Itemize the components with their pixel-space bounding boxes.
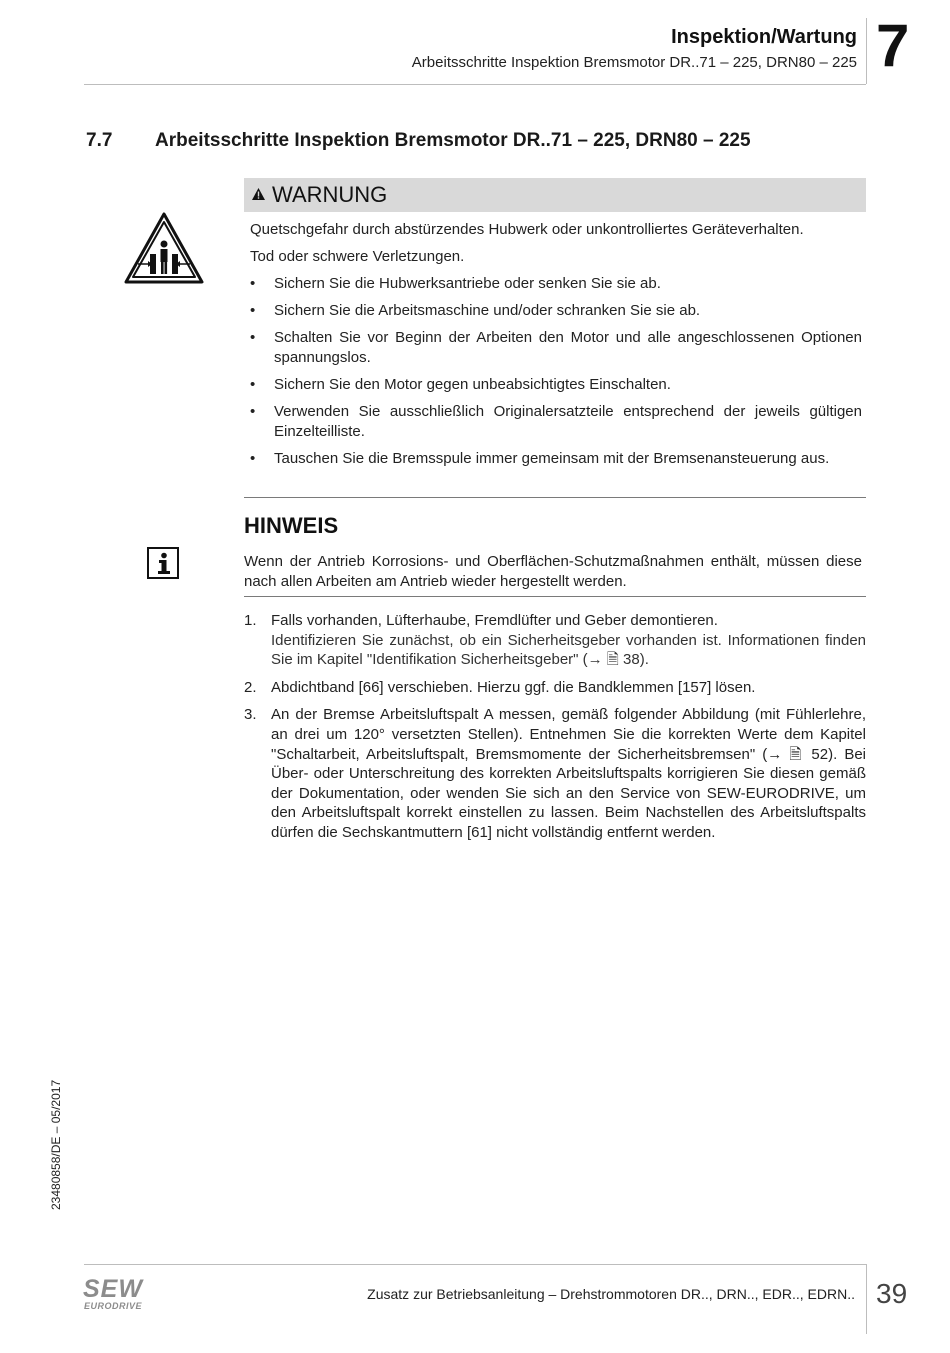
section-number: 7.7: [86, 130, 113, 151]
bullet-marker: •: [250, 403, 256, 420]
step-item: [244, 678, 866, 698]
warning-bottom-divider: [244, 497, 866, 498]
warning-title: WARNUNG: [272, 182, 388, 207]
info-icon: [147, 547, 179, 579]
bullet-marker: •: [250, 302, 256, 319]
warning-hazard-text: Quetschgefahr durch abstürzendes Hubwerk oder unkontrolliertes Geräteverhalten.: [250, 221, 804, 238]
list-item: • Sichern Sie den Motor gegen unbeabsichtigtes Einschalten.: [250, 376, 671, 393]
warning-measures-list: [250, 274, 862, 469]
warning-triangle-icon: [252, 188, 265, 200]
warning-header: [244, 178, 866, 212]
step-number: 1.: [244, 612, 257, 629]
bullet-marker: •: [250, 450, 256, 467]
note-title: HINWEIS: [244, 513, 339, 538]
crush-hazard-icon: [124, 212, 204, 284]
step-text: An der Bremse Arbeitsluftspalt A messen, gemäß folgender Abbildung (mit Fühlerlehre, an drei um 120° versetzten Stellen). Entnehmen Sie die korrekten Werte dem Kapitel "Schaltarbeit, Arbeitsluftspalt, Bremsmomente der Sicherheitsbremsen" (→ 🗎 52). Bei Über- oder Unterschreitung des korrekten Arbeitsluftspalts korrigieren Sie diesen gemäß der Dokumentation, oder wenden Sie sich an den Service von SEW-EURODRIVE, um den Arbeitsluftspalt korrekt einstellen zu lassen. Beim Nachstellen des Arbeitsluftspalts dürfen die Sechskantmuttern [61] nicht vollständig entfernt werden.: [271, 706, 866, 841]
chapter-number: 7: [876, 12, 910, 79]
list-item: • Schalten Sie vor Beginn der Arbeiten den Motor und alle angeschlossenen Optionen spannungslos.: [250, 329, 862, 366]
bullet-marker: •: [250, 376, 256, 393]
footer-vertical-divider: [866, 1264, 867, 1334]
step-text: Abdichtband [66] verschieben. Hierzu ggf. die Bandklemmen [157] lösen.: [271, 678, 756, 696]
note-text: Wenn der Antrieb Korrosions- und Oberflächen-Schutzmaßnahmen enthält, müssen diese nach allen Arbeiten am Antrieb wieder hergestellt werden.: [244, 553, 862, 590]
list-item: • Sichern Sie die Arbeitsmaschine und/oder schranken Sie sie ab.: [250, 302, 701, 319]
header-title: Inspektion/Wartung: [671, 26, 857, 48]
bullet-marker: •: [250, 275, 256, 292]
step-subtext: Identifizieren Sie zunächst, ob ein Sicherheitsgeber vorhanden ist. Informationen finden Sie im Kapitel "Identifikation Sicherheitsgeber" (→ 🗎 38).: [271, 631, 866, 669]
step-number: 2.: [244, 678, 257, 696]
bullet-marker: •: [250, 329, 256, 346]
sew-logo: SEW: [83, 1275, 143, 1303]
header-subtitle: Arbeitsschritte Inspektion Bremsmotor DR..71 – 225, DRN80 – 225: [411, 54, 857, 71]
step-item: [244, 611, 866, 670]
list-item: • Verwenden Sie ausschließlich Originalersatzteile entsprechend der jeweils gültigen Einzelteilliste.: [250, 403, 862, 440]
warning-content: [250, 220, 862, 476]
step-text: Falls vorhanden, Lüfterhaube, Fremdlüfter und Geber demontieren.: [271, 612, 718, 629]
header-divider: [84, 84, 866, 85]
procedure-steps: [244, 611, 866, 851]
list-item: • Sichern Sie die Hubwerksantriebe oder senken Sie sie ab.: [250, 275, 661, 292]
warning-consequence-text: Tod oder schwere Verletzungen.: [250, 248, 465, 265]
document-id: 23480858/DE – 05/2017: [49, 1079, 63, 1210]
step-item: [244, 705, 866, 842]
page-number: 39: [876, 1278, 908, 1309]
sew-logo-subtitle: EURODRIVE: [84, 1301, 143, 1311]
note-bottom-divider: [244, 596, 866, 597]
footer-text: Zusatz zur Betriebsanleitung – Drehstrommotoren DR.., DRN.., EDR.., EDRN..: [367, 1286, 855, 1302]
list-item: • Tauschen Sie die Bremsspule immer gemeinsam mit der Bremsenansteuerung aus.: [250, 450, 830, 467]
footer-divider: [84, 1264, 866, 1265]
section-title: Arbeitsschritte Inspektion Bremsmotor DR..71 – 225, DRN80 – 225: [155, 130, 751, 151]
step-number: 3.: [244, 706, 257, 724]
header-vertical-divider: [866, 18, 867, 84]
